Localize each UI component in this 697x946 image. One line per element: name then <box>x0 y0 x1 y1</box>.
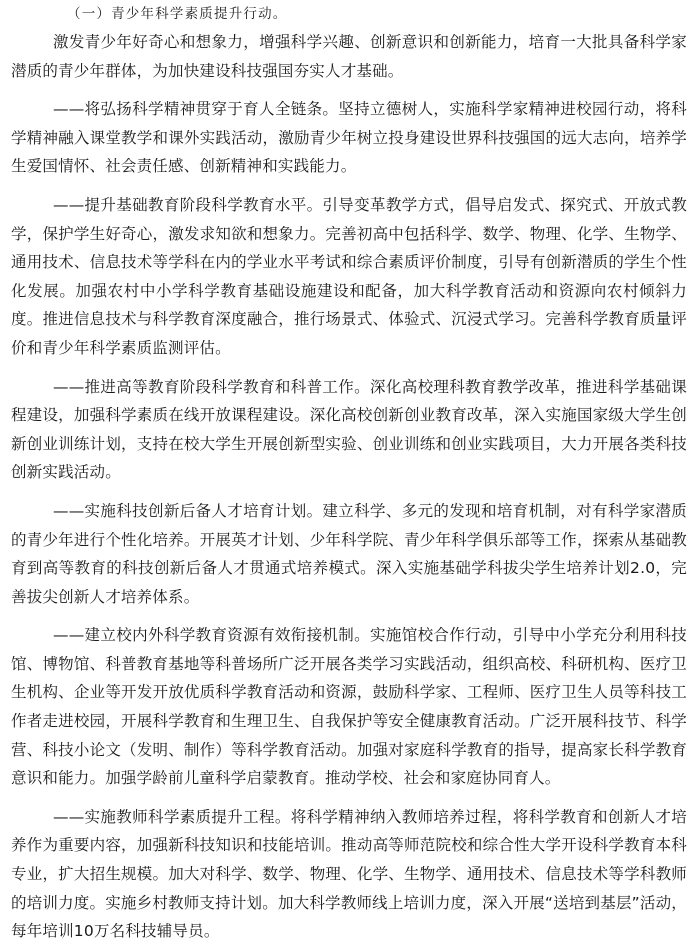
paragraph-resource-linkage: ——建立校内外科学教育资源有效衔接机制。实施馆校合作行动，引导中小学充分利用科技馆、博物馆、科普教育基地等科普场所广泛开展各类学习实践活动，组织高校、科研机构、医疗卫生机构、企业等开发开放优质科学教育活动和资源，鼓励科学家、工程师、医疗卫生人员等科技工作者走进校园，开展科学教育和生理卫生、自我保护等安全健康教育活动。广泛开展科技节、科学营、科技小论文（发明、制作）等科学教育活动。加强对家庭科学教育的指导，提高家长科学教育意识和能力。加强学龄前儿童科学启蒙教育。推动学校、社会和家庭协同育人。 <box>11 626 687 788</box>
paragraph-basic-education: ——提升基础教育阶段科学教育水平。引导变革教学方式，倡导启发式、探究式、开放式教学，保护学生好奇心，激发求知欲和想象力。完善初高中包括科学、数学、物理、化学、生物学、通用技术、信息技术等学科在内的学业水平考试和综合素质评价制度，引导有创新潜质的学生个性化发展。加强农村中小学科学教育基础设施建设和配备，加大科学教育活动和资源向农村倾斜力度。推进信息技术与科学教育深度融合，推行场景式、体验式、沉浸式学习。完善科学教育质量评价和青少年科学素质监测评估。 <box>11 195 687 357</box>
section-heading: （一）青少年科学素质提升行动。 <box>67 6 288 22</box>
paragraph-talent-reserve: ——实施科技创新后备人才培育计划。建立科学、多元的发现和培育机制，对有科学家潜质的青少年进行个性化培养。开展英才计划、少年科学院、青少年科学俱乐部等工作，探索从基础教育到高等教育的科技创新后备人才贯通式培养模式。深入实施基础学科拔尖学生培养计划2.0，完善拔尖创新人才培养体系。 <box>11 501 687 606</box>
paragraph-intro: 激发青少年好奇心和想象力，增强科学兴趣、创新意识和创新能力，培育一大批具备科学家潜质的青少年群体，为加快建设科技强国夯实人才基础。 <box>11 33 687 80</box>
paragraph-teacher-quality: ——实施教师科学素质提升工程。将科学精神纳入教师培养过程，将科学教育和创新人才培养作为重要内容，加强新科技知识和技能培训。推动高等师范院校和综合性大学开设科学教育本科专业，扩大招生规模。加大对科学、数学、物理、化学、生物学、通用技术、信息技术等学科教师的培训力度。实施乡村教师支持计划。加大科学教师线上培训力度，深入开展“送培到基层”活动，每年培训10万名科技辅导员。 <box>11 807 687 941</box>
paragraph-higher-education: ——推进高等教育阶段科学教育和科普工作。深化高校理科教育教学改革，推进科学基础课程建设，加强科学素质在线开放课程建设。深化高校创新创业教育改革，深入实施国家级大学生创新创业训练计划，支持在校大学生开展创新型实验、创业训练和创业实践项目，大力开展各类科技创新实践活动。 <box>11 377 687 482</box>
paragraph-science-spirit: ——将弘扬科学精神贯穿于育人全链条。坚持立德树人，实施科学家精神进校园行动，将科学精神融入课堂教学和课外实践活动，激励青少年树立投身建设世界科技强国的远大志向，培养学生爱国情怀、社会责任感、创新精神和实践能力。 <box>11 100 687 176</box>
